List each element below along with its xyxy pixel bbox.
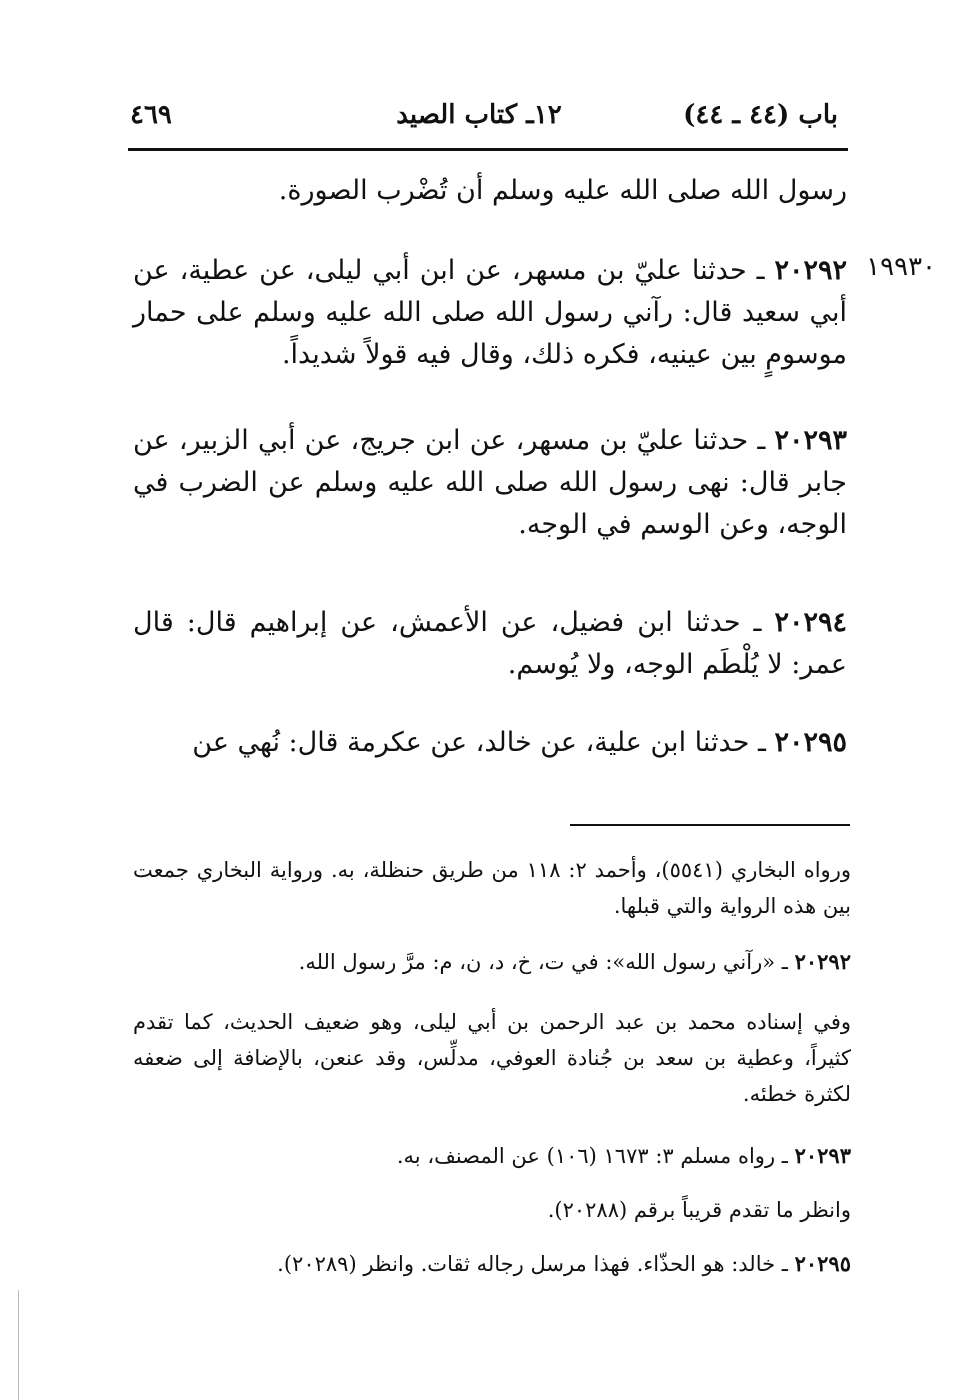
- chapter-heading: باب (٤٤ ـ ٤٤): [683, 100, 838, 130]
- footnote-6: [133, 1246, 851, 1282]
- hadith-20295: [133, 722, 847, 764]
- hadith-text: ـ حدثنا ابن علية، عن خالد، عن عكرمة قال: نُهي عن: [192, 727, 775, 758]
- hadith-20292: [133, 250, 847, 376]
- hadith-text: ـ حدثنا ابن فضيل، عن الأعمش، عن إبراهيم قال: قال عمر: لا يُلْطَم الوجه، ولا يُوسم.: [133, 607, 847, 680]
- footnote-1: ورواه البخاري (٥٥٤١)، وأحمد ٢: ١١٨ من طريق حنظلة، به. ورواية البخاري جمعت بين هذه الرواية والتي قبلها.: [133, 858, 851, 918]
- footnote-rule: [570, 824, 850, 826]
- hadith-20294: [133, 602, 847, 686]
- footnote-3: وفي إسناده محمد بن عبد الرحمن بن أبي ليلى، وهو ضعيف الحديث، كما تقدم كثيراً، وعطية بن سعد بن جُنادة العوفي، مدلِّس، وقد عنعن، بالإضافة إلى ضعفه لكثرة خطئه.: [133, 1010, 851, 1106]
- footnote-5: وانظر ما تقدم قريباً برقم (٢٠٢٨٨).: [547, 1198, 851, 1222]
- hadith-text: ـ حدثنا عليّ بن مسهر، عن ابن جريج، عن أبي الزبير، عن جابر قال: نهى رسول الله صلى الله عليه وسلم عن الضرب في الوجه، وعن الوسم في الوجه.: [133, 425, 847, 540]
- hadith-number: ٢٠٢٩٣: [774, 425, 847, 456]
- page-number: ٤٦٩: [130, 100, 172, 130]
- footnote-4: [133, 1138, 851, 1174]
- hadith-20293: [133, 420, 847, 546]
- footnote-number: ٢٠٢٩٢: [794, 949, 851, 974]
- footnote-2: [133, 944, 851, 980]
- book-title: ١٢ـ كتاب الصيد: [396, 100, 562, 130]
- hadith-number: ٢٠٢٩٢: [774, 255, 847, 286]
- footnote-number: ٢٠٢٩٣: [794, 1143, 851, 1168]
- footnote-number: ٢٠٢٩٥: [794, 1251, 851, 1276]
- scan-edge: [18, 1290, 19, 1400]
- footnote-text: ـ خالد: هو الحذّاء. فهذا مرسل رجاله ثقات. وانظر (٢٠٢٨٩).: [277, 1252, 795, 1276]
- hadith-text: ـ حدثنا عليّ بن مسهر، عن ابن أبي ليلى، عن عطية، عن أبي سعيد قال: رآني رسول الله صلى الله عليه وسلم على حمار موسومٍ بين عينيه، فكره ذلك، وقال فيه قولاً شديداً.: [133, 255, 847, 370]
- hadith-number: ٢٠٢٩٤: [774, 607, 847, 638]
- continuation-text: رسول الله صلى الله عليه وسلم أن تُضْرب الصورة.: [278, 175, 847, 206]
- margin-number: ١٩٩٣٠: [866, 252, 936, 282]
- header-rule: [128, 148, 848, 151]
- footnote-text: ـ «رآني رسول الله»: في ت، خ، د، ن، م: مرَّ رسول الله.: [298, 950, 795, 974]
- footnote-text: ـ رواه مسلم ٣: ١٦٧٣ (١٠٦) عن المصنف، به.: [396, 1144, 795, 1168]
- hadith-number: ٢٠٢٩٥: [774, 727, 847, 758]
